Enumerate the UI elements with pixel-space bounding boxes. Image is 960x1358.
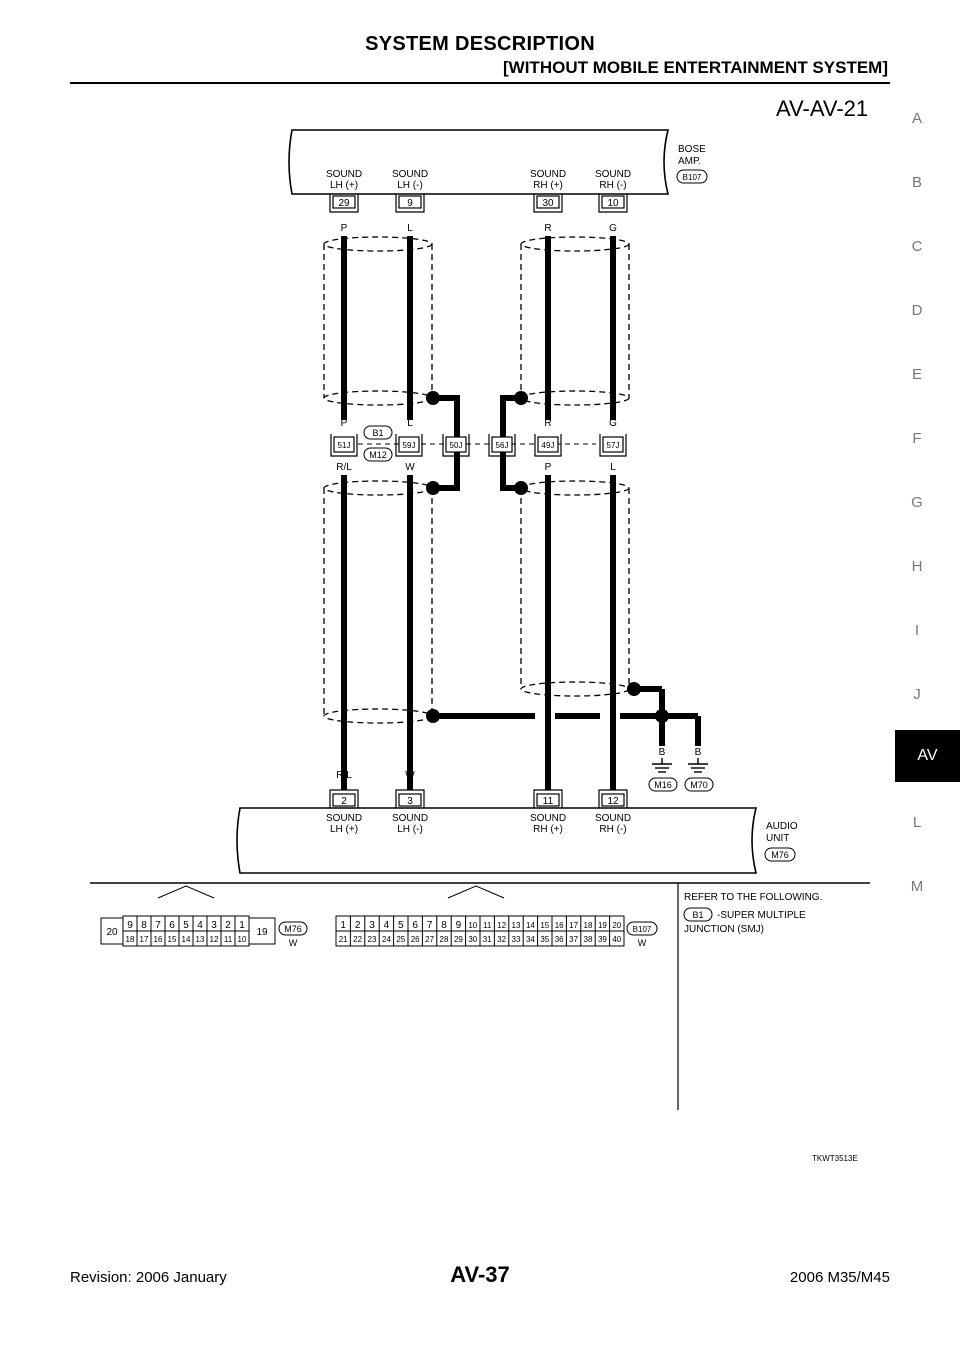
wire-color: P [340,223,348,234]
b107-pin-21: 21 [338,935,348,944]
m76-pin-10: 10 [237,935,247,944]
m76-pin-17: 17 [139,935,149,944]
term-label: LH (-) [397,180,423,191]
section-index-h[interactable]: H [911,558,923,575]
term-label: RH (-) [599,180,627,191]
bose-pin-boxes [330,194,627,212]
ground-symbols [652,758,708,772]
audio-pin: 2 [341,796,347,807]
b107-pin-25: 25 [396,935,406,944]
section-index-i[interactable]: I [914,622,920,639]
term-label: SOUND [325,813,363,824]
b107-pin-38: 38 [583,935,593,944]
section-index-d[interactable]: D [911,302,923,319]
b107-pin-36: 36 [554,935,564,944]
b107-pin-27: 27 [425,935,435,944]
reference-heading: REFER TO THE FOLLOWING. [684,892,823,903]
term-label: RH (+) [533,180,563,191]
b107-pin-14: 14 [525,921,535,930]
b107-pin-16: 16 [554,921,564,930]
b107-pin-34: 34 [525,935,535,944]
audio-pin: 3 [407,796,413,807]
bose-terminal-labels [326,169,631,191]
term-label: RH (+) [533,824,563,835]
term-label: SOUND [594,169,632,180]
b107-pin-22: 22 [353,935,363,944]
m76-pin-15: 15 [167,935,177,944]
b107-pin-4: 4 [383,920,390,931]
junction-pin: 59J [402,441,416,450]
junction-wire-top: P [340,418,348,429]
m76-pin-13: 13 [195,935,205,944]
audio-unit-box [237,808,756,873]
reference-tag: B1 [692,910,704,920]
bose-amp-name-2: AMP. [678,156,702,167]
section-index-m[interactable]: M [910,878,924,895]
b107-pin-37: 37 [569,935,579,944]
harness-m12: M12 [369,450,387,460]
m76-pin-3: 3 [211,920,217,931]
term-label: LH (-) [397,824,423,835]
junction-wire-bottom: R/L [336,462,352,473]
m76-pin-8: 8 [141,920,147,931]
junction-wire-bottom: W [405,462,415,473]
m76-top-row [127,920,245,931]
page-subtitle: [WITHOUT MOBILE ENTERTAINMENT SYSTEM] [503,58,888,77]
b107-pin-7: 7 [426,920,433,931]
footer-model: 2006 M35/M45 [789,1269,890,1286]
junction-wire-top: G [609,418,617,429]
b107-pin-26: 26 [410,935,420,944]
term-label: SOUND [594,813,632,824]
connector-b107-face [336,886,624,946]
m76-pin: 20 [106,927,118,938]
wire-color: W [405,770,415,781]
term-label: SOUND [529,813,567,824]
term-label: LH (+) [329,180,359,191]
b107-pin-32: 32 [497,935,507,944]
footer-page-number: AV-37 [450,1262,510,1287]
b107-pin-10: 10 [468,921,478,930]
b107-pin-29: 29 [453,935,463,944]
b107-pin-33: 33 [511,935,521,944]
junction-pin: 50J [449,441,463,450]
b107-pin-13: 13 [511,921,521,930]
page-title: SYSTEM DESCRIPTION [365,33,595,55]
wire-color: L [407,223,413,234]
audio-unit-name-2: UNIT [766,833,790,844]
ground-wire: B [694,747,702,758]
term-label: SOUND [391,813,429,824]
b107-pin-30: 30 [468,935,478,944]
b107-pin-11: 11 [483,921,492,930]
m76-pin-12: 12 [209,935,219,944]
m76-color: W [288,938,298,948]
junction-wire-bottom: L [610,462,616,473]
b107-pin-2: 2 [354,920,361,931]
ground-wire: B [658,747,666,758]
term-label: LH (+) [329,824,359,835]
section-index-l[interactable]: L [912,814,922,831]
b107-pin-35: 35 [540,935,550,944]
bose-amp-name-1: BOSE [678,144,706,155]
m76-pin-18: 18 [125,935,135,944]
b107-pin-18: 18 [583,921,593,930]
m76-pin: 19 [256,927,268,938]
b107-top-row [340,920,621,931]
b107-pin-20: 20 [612,921,622,930]
reference-text-1: -SUPER MULTIPLE [717,910,806,921]
audio-unit-connector: M76 [771,850,789,860]
bose-amp-connector: B107 [682,173,702,182]
wire-color: R/L [336,770,352,781]
b107-pin-23: 23 [367,935,377,944]
section-index-f[interactable]: F [912,430,922,447]
b107-pin-19: 19 [597,921,607,930]
b107-pin-15: 15 [540,921,550,930]
b107-color: W [637,938,647,948]
b107-pin-8: 8 [441,920,447,931]
ground-connector: M70 [690,780,708,790]
m76-bottom-row [126,935,247,944]
wire-color: P [544,770,552,781]
figure-code: TKWT3513E [812,1154,858,1163]
audio-unit-name-1: AUDIO [766,821,798,832]
b107-pin-12: 12 [497,921,507,930]
diagram-id: AV-AV-21 [776,96,869,121]
b107-pin-1: 1 [340,920,346,931]
junction-pin: 51J [337,441,351,450]
wire-color: R [544,223,552,234]
section-index-e[interactable]: E [911,366,922,383]
junction-pin: 49J [541,441,555,450]
harness-b1: B1 [372,428,384,438]
b107-id: B107 [632,925,652,934]
m76-pin-6: 6 [169,920,175,931]
b107-pin-39: 39 [597,935,607,944]
footer-revision: Revision: 2006 January [70,1269,227,1286]
term-label: SOUND [325,169,363,180]
m76-pin-1: 1 [239,920,245,931]
m76-pin-16: 16 [153,935,163,944]
audio-pin-boxes [330,790,627,808]
bose-pin: 10 [607,198,619,209]
audio-pin: 12 [607,796,619,807]
m76-pin-7: 7 [155,920,161,931]
junction-pin: 56J [495,441,509,450]
junction-pin: 57J [606,441,620,450]
b107-pin-17: 17 [569,921,579,930]
m76-pin-4: 4 [197,920,203,931]
junction-wire-bottom: P [544,462,552,473]
m76-pin-2: 2 [225,920,231,931]
m76-pin-5: 5 [183,920,189,931]
b107-pin-31: 31 [482,935,492,944]
b107-pin-24: 24 [381,935,391,944]
b107-pin-3: 3 [369,920,375,931]
bose-pin: 9 [407,198,413,209]
section-index-c[interactable]: C [911,238,923,255]
term-label: RH (-) [599,824,627,835]
section-index-g[interactable]: G [911,494,923,511]
bose-pin: 29 [338,198,350,209]
b107-pin-5: 5 [398,920,404,931]
b107-pin-28: 28 [439,935,449,944]
m76-pin-11: 11 [223,935,233,944]
section-index-a[interactable]: A [911,110,922,127]
reference-text-2: JUNCTION (SMJ) [684,924,764,935]
m76-pin-9: 9 [127,920,133,931]
b107-pin-6: 6 [412,920,418,931]
audio-pin: 11 [542,796,554,807]
ground-connector: M16 [654,780,672,790]
shields [324,237,629,723]
term-label: SOUND [391,169,429,180]
section-index-j[interactable]: J [913,686,921,703]
term-label: SOUND [529,169,567,180]
b107-pin-40: 40 [612,935,622,944]
bose-pin: 30 [542,198,554,209]
section-index-b[interactable]: B [911,174,922,191]
b107-pin-9: 9 [455,920,462,931]
wire-color: L [610,770,616,781]
m76-pin-14: 14 [181,935,191,944]
junction-wire-top: R [544,418,552,429]
section-index-av[interactable]: AV [895,730,960,782]
junction-wire-top: L [407,418,413,429]
m76-id: M76 [284,924,302,934]
wire-color: G [609,223,617,234]
